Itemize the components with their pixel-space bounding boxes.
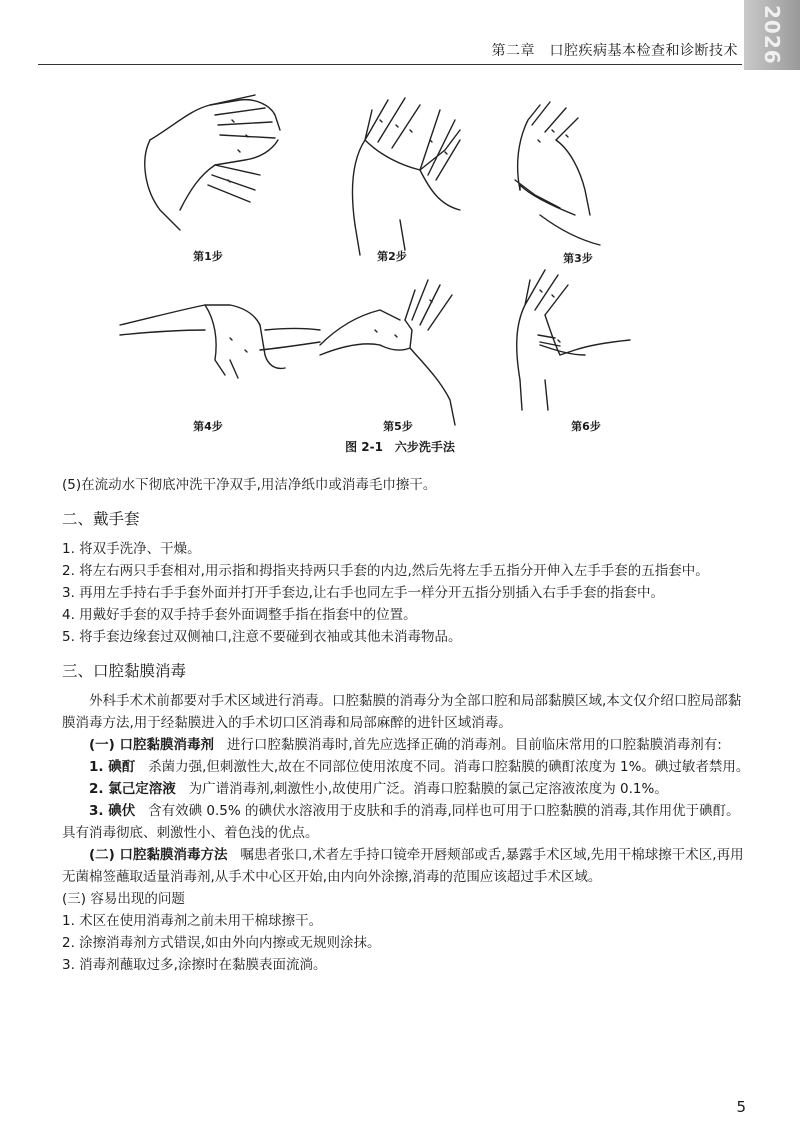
step3-hands-illustration bbox=[515, 102, 600, 245]
subsection-title: (一) 口腔黏膜消毒剂 bbox=[89, 737, 215, 753]
subsection-disinfectants bbox=[62, 734, 752, 756]
section-heading-gloves: 二、戴手套 bbox=[62, 510, 140, 528]
step2-hands-illustration bbox=[352, 98, 460, 255]
step-label-6: 第6步 bbox=[571, 420, 601, 433]
chapter-title: 第二章 口腔疾病基本检查和诊断技术 bbox=[491, 43, 738, 59]
step-label-2: 第2步 bbox=[377, 250, 407, 263]
step5-paragraph: (5)在流动水下彻底冲洗干净双手,用洁净纸巾或消毒毛巾擦干。 bbox=[62, 477, 437, 493]
subsection-text: 进行口腔黏膜消毒时,首先应选择正确的消毒剂。目前临床常用的口腔黏膜消毒剂有: bbox=[226, 737, 722, 753]
step-label-4: 第4步 bbox=[193, 420, 223, 433]
list-item: 2. 将左右两只手套相对,用示指和拇指夹持两只手套的内边,然后先将左手五指分开伸入左手手套的五指套中。 bbox=[62, 563, 709, 579]
body-text bbox=[62, 474, 752, 976]
list-item: 1. 将双手洗净、干燥。 bbox=[62, 541, 201, 557]
step5-hands-illustration bbox=[320, 280, 455, 425]
step4-hands-illustration bbox=[120, 305, 320, 378]
agent-iodine-tincture bbox=[62, 756, 752, 778]
list-item: 5. 将手套边缘套过双侧袖口,注意不要碰到衣袖或其他未消毒物品。 bbox=[62, 629, 462, 645]
agent-description: 杀菌力强,但刺激性大,故在不同部位使用浓度不同。消毒口腔黏膜的碘酊浓度为 1%。碘过敏者禁用。 bbox=[148, 759, 750, 775]
agent-povidone-iodine bbox=[62, 800, 752, 844]
list-item: 4. 用戴好手套的双手持手套外面调整手指在指套中的位置。 bbox=[62, 607, 417, 623]
list-item: 1. 术区在使用消毒剂之前未用干棉球擦干。 bbox=[62, 913, 323, 929]
disinfection-intro: 外科手术术前都要对手术区域进行消毒。口腔黏膜的消毒分为全部口腔和局部黏膜区域,本文仅介绍口腔局部黏膜消毒方法,用于经黏膜进入的手术切口区消毒和局部麻醉的进针区域消毒。 bbox=[62, 693, 742, 731]
step-label-1: 第1步 bbox=[193, 250, 223, 263]
agent-description: 为广谱消毒剂,刺激性小,故使用广泛。消毒口腔黏膜的氯己定溶液浓度为 0.1%。 bbox=[188, 781, 668, 797]
subsection-text: 嘱患者张口,术者左手持口镜牵开唇颊部或舌,暴露手术区域,先用干棉球擦干术区,再用无菌棉签蘸取适量消毒剂,从手术中心区开始,由内向外涂擦,消毒的范围应该超过手术区域。 bbox=[62, 847, 744, 885]
list-item: 3. 消毒剂蘸取过多,涂擦时在黏膜表面流淌。 bbox=[62, 957, 327, 973]
step-label-3: 第3步 bbox=[563, 252, 593, 265]
list-item: 3. 再用左手持右手手套外面并打开手套边,让右手也同左手一样分开五指分别插入右手手套的指套中。 bbox=[62, 585, 664, 601]
gloves-list bbox=[62, 538, 752, 648]
page-number: 5 bbox=[736, 1098, 746, 1116]
agent-name: 2. 氯己定溶液 bbox=[89, 781, 176, 797]
section-heading-disinfection: 三、口腔黏膜消毒 bbox=[62, 662, 187, 680]
figure-caption: 图 2-1 六步洗手法 bbox=[345, 440, 455, 454]
step-label-5: 第5步 bbox=[383, 420, 413, 433]
step1-hands-illustration bbox=[145, 95, 280, 230]
agent-description: 含有效碘 0.5% 的碘伏水溶液用于皮肤和手的消毒,同样也可用于口腔黏膜的消毒,其作用优于碘酊。具有消毒彻底、刺激性小、着色浅的优点。 bbox=[62, 803, 740, 841]
subsection-title: (二) 口腔黏膜消毒方法 bbox=[89, 847, 228, 863]
agent-name: 3. 碘伏 bbox=[89, 803, 136, 819]
page-header bbox=[38, 34, 742, 65]
list-item: 2. 涂擦消毒剂方式错误,如由外向内擦或无规则涂抹。 bbox=[62, 935, 381, 951]
step6-hands-illustration bbox=[517, 270, 630, 410]
handwashing-figure bbox=[0, 80, 800, 460]
agent-name: 1. 碘酊 bbox=[89, 759, 136, 775]
year-tab: 2026 bbox=[744, 0, 800, 70]
subsection-problems-title: (三) 容易出现的问题 bbox=[62, 891, 185, 907]
agent-chlorhexidine bbox=[62, 778, 752, 800]
subsection-method bbox=[62, 844, 752, 888]
